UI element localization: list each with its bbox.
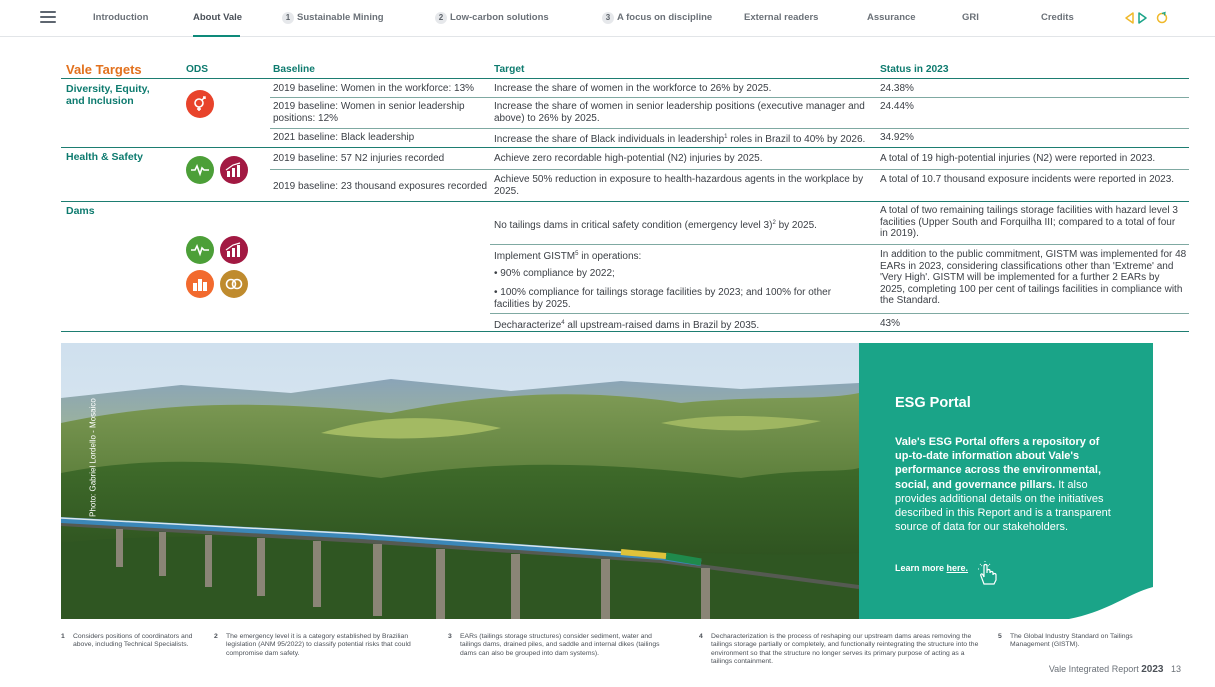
- top-navigation: [0, 0, 1215, 37]
- nav-focus-on-discipline[interactable]: [602, 12, 712, 24]
- status-cell: 24.44%: [880, 101, 914, 112]
- footnote-3: [448, 633, 674, 658]
- portal-description-rest: It also provides additional details on the initiatives described in this Report and is a transparent source of data for our stakeholders.: [895, 478, 1111, 534]
- status-cell: 43%: [880, 318, 901, 329]
- target-cell: [494, 218, 874, 232]
- footnote-number: 4: [699, 633, 703, 640]
- nav-credits[interactable]: Credits: [1041, 12, 1074, 23]
- nav-label: Low-carbon solutions: [450, 12, 549, 23]
- target-list-item: • 100% compliance for tailings storage facilities by 2023; and 100% for other facilities by 2025.: [494, 287, 832, 310]
- category-health-safety: Health & Safety: [66, 151, 144, 163]
- portal-description-bold: Vale's ESG Portal offers a repository of up-to-date information about Vale's performance across the environmental, social, and governance pillars.: [895, 436, 1102, 491]
- nav-label: A focus on discipline: [617, 12, 713, 23]
- table-title: [66, 62, 142, 77]
- footnote-2: [214, 633, 428, 658]
- status-cell: 34.92%: [880, 132, 914, 143]
- nav-label: Sustainable Mining: [297, 12, 384, 23]
- sdg-11-sustainable-cities-icon: [186, 270, 214, 298]
- row-divider: [270, 128, 1189, 129]
- nav-introduction[interactable]: Introduction: [93, 12, 149, 23]
- status-cell: A total of 10.7 thousand exposure incidents were reported in 2023.: [880, 174, 1175, 185]
- row-divider: [490, 244, 1189, 245]
- column-header-status: Status in 2023: [880, 64, 949, 75]
- category-diversity: Diversity, Equity, and Inclusion: [66, 83, 150, 107]
- footnote-ref[interactable]: 1: [724, 134, 728, 140]
- target-cell: Achieve zero recordable high-potential (N2) injuries by 2025.: [494, 153, 763, 164]
- target-cell: [494, 132, 879, 146]
- sdg-8-decent-work-icon: [220, 156, 248, 184]
- sdg-5-gender-equality-icon: [186, 90, 214, 118]
- nav-low-carbon-solutions[interactable]: [435, 12, 549, 24]
- target-cell: Increase the share of women in senior leadership positions (executive manager and above) to 26% by 2025.: [494, 101, 865, 124]
- baseline-cell: 2019 baseline: Women in senior leadership positions: 12%: [273, 101, 465, 124]
- target-text: by 2025.: [775, 220, 817, 231]
- page-number: 13: [1170, 664, 1181, 674]
- footnote-number: 5: [998, 633, 1002, 640]
- learn-more-prefix: Learn more: [895, 563, 947, 573]
- footnote-text: The emergency level it is a category established by Brazilian legislation (ANM 95/2022) to classify potential risks that could compromise dam safety.: [226, 633, 411, 657]
- footnote-number: 2: [214, 633, 218, 640]
- target-text: Increase the share of Black individuals in leadership: [494, 134, 725, 145]
- category-dams: Dams: [66, 205, 95, 217]
- sdg-3-good-health-icon: [186, 156, 214, 184]
- footnote-number: 3: [448, 633, 452, 640]
- baseline-cell: 2021 baseline: Black leadership: [273, 132, 415, 143]
- section-rule: [61, 147, 1189, 148]
- learn-more-here[interactable]: here.: [946, 563, 969, 573]
- target-cell: [494, 249, 874, 263]
- menu-icon[interactable]: [40, 11, 56, 25]
- footnote-ref[interactable]: 5: [575, 251, 579, 257]
- target-cell: [494, 318, 874, 332]
- footnote-1: [61, 633, 193, 650]
- row-divider: [270, 169, 1189, 170]
- status-cell: A total of two remaining tailings storage facilities with hazard level 3 facilities (Upper South and Forquilha III; compared to a total of four in 2019).: [880, 205, 1178, 239]
- nav-assurance[interactable]: Assurance: [867, 12, 916, 23]
- target-cell: Increase the share of women in the workforce to 26% by 2025.: [494, 83, 772, 94]
- target-cell: Achieve 50% reduction in exposure to health-hazardous agents in the workplace by 2025.: [494, 174, 864, 197]
- nav-about-vale[interactable]: About Vale: [193, 12, 243, 23]
- column-header-target: Target: [494, 64, 525, 75]
- column-header-ods: ODS: [186, 64, 209, 75]
- report-name: Vale Integrated Report: [1048, 664, 1139, 674]
- nav-gri[interactable]: GRI: [962, 12, 979, 23]
- portal-title: ESG Portal: [895, 395, 971, 411]
- footnote-ref[interactable]: 4: [561, 320, 565, 326]
- page-footer: [1049, 664, 1181, 675]
- active-tab-indicator: [193, 35, 240, 37]
- footnote-number: 1: [61, 633, 65, 640]
- target-text: Decharacterize: [494, 320, 562, 331]
- sdg-8-decent-work-icon: [220, 236, 248, 264]
- target-text: roles in Brazil to 40% by 2026.: [727, 134, 866, 145]
- report-year: 2023: [1141, 664, 1164, 675]
- refresh-icon[interactable]: [1158, 13, 1167, 23]
- chapter-number-badge: 3: [602, 12, 614, 24]
- targets-label: Targets: [95, 62, 142, 77]
- target-text: in operations:: [578, 251, 642, 262]
- status-cell: 24.38%: [880, 83, 914, 94]
- next-page-icon[interactable]: [1139, 13, 1146, 23]
- footnote-text: Considers positions of coordinators and above, including Technical Specialists.: [73, 633, 193, 649]
- sdg-17-partnerships-icon: [220, 270, 248, 298]
- footnote-text: Decharacterization is the process of reshaping our upstream dams areas removing the tailings storage partially or completely, and functionally reintegrating the structure into the environment so that the structure no longer serves its primary purpose of acting as a tailings containment.: [711, 633, 979, 666]
- status-cell: A total of 19 high-potential injuries (N2) were reported in 2023.: [880, 153, 1156, 164]
- target-text: all upstream-raised dams in Brazil by 2035.: [564, 320, 760, 331]
- portal-wave-decoration: [859, 343, 1153, 619]
- nav-external-readers[interactable]: External readers: [744, 12, 819, 23]
- footnote-ref[interactable]: 2: [772, 220, 776, 226]
- chapter-number-badge: 1: [282, 12, 294, 24]
- previous-page-icon[interactable]: [1126, 13, 1133, 23]
- baseline-cell: 2019 baseline: 23 thousand exposures recorded: [273, 181, 488, 192]
- page-controls: [1124, 11, 1172, 25]
- sdg-3-good-health-icon: [186, 236, 214, 264]
- footnote-text: EARs (tailings storage structures) consider sediment, water and tailings dams, drained piles, and saddle and internal dikes (tailings dams can also be grouped into dam systems).: [460, 633, 660, 657]
- footnote-5: [998, 633, 1168, 650]
- chapter-number-badge: 2: [435, 12, 447, 24]
- header-rule: [61, 78, 1189, 79]
- row-divider: [270, 97, 1189, 98]
- baseline-cell: 2019 baseline: 57 N2 injuries recorded: [273, 153, 445, 164]
- footnote-text: The Global Industry Standard on Tailings Management (GISTM).: [1010, 633, 1133, 649]
- photo-credit: Photo: Gabriel Lordello - Mosaico: [88, 398, 98, 517]
- status-cell: In addition to the public commitment, GISTM was implemented for 48 EARs in 2023, considering classifications other than 'Extreme' and 'Very High'. GISTM will be implemented for a further 2 EARs by 2025, completing 100 per cent of tailings facilities in compliance with the Standard.: [880, 249, 1187, 306]
- nav-sustainable-mining[interactable]: [282, 12, 384, 24]
- baseline-cell: 2019 baseline: Women in the workforce: 13%: [273, 83, 475, 94]
- landscape-train-photo: [61, 343, 859, 619]
- target-list-item: • 90% compliance by 2022;: [494, 268, 615, 279]
- footnote-4: [699, 633, 981, 667]
- brand-label: Vale: [66, 62, 93, 77]
- target-text: No tailings dams in critical safety condition (emergency level 3): [494, 220, 773, 231]
- esg-portal-panel: [859, 343, 1153, 619]
- section-rule: [61, 201, 1189, 202]
- row-divider: [490, 313, 1189, 314]
- target-text: Implement GISTM: [494, 251, 576, 262]
- column-header-baseline: Baseline: [273, 64, 315, 75]
